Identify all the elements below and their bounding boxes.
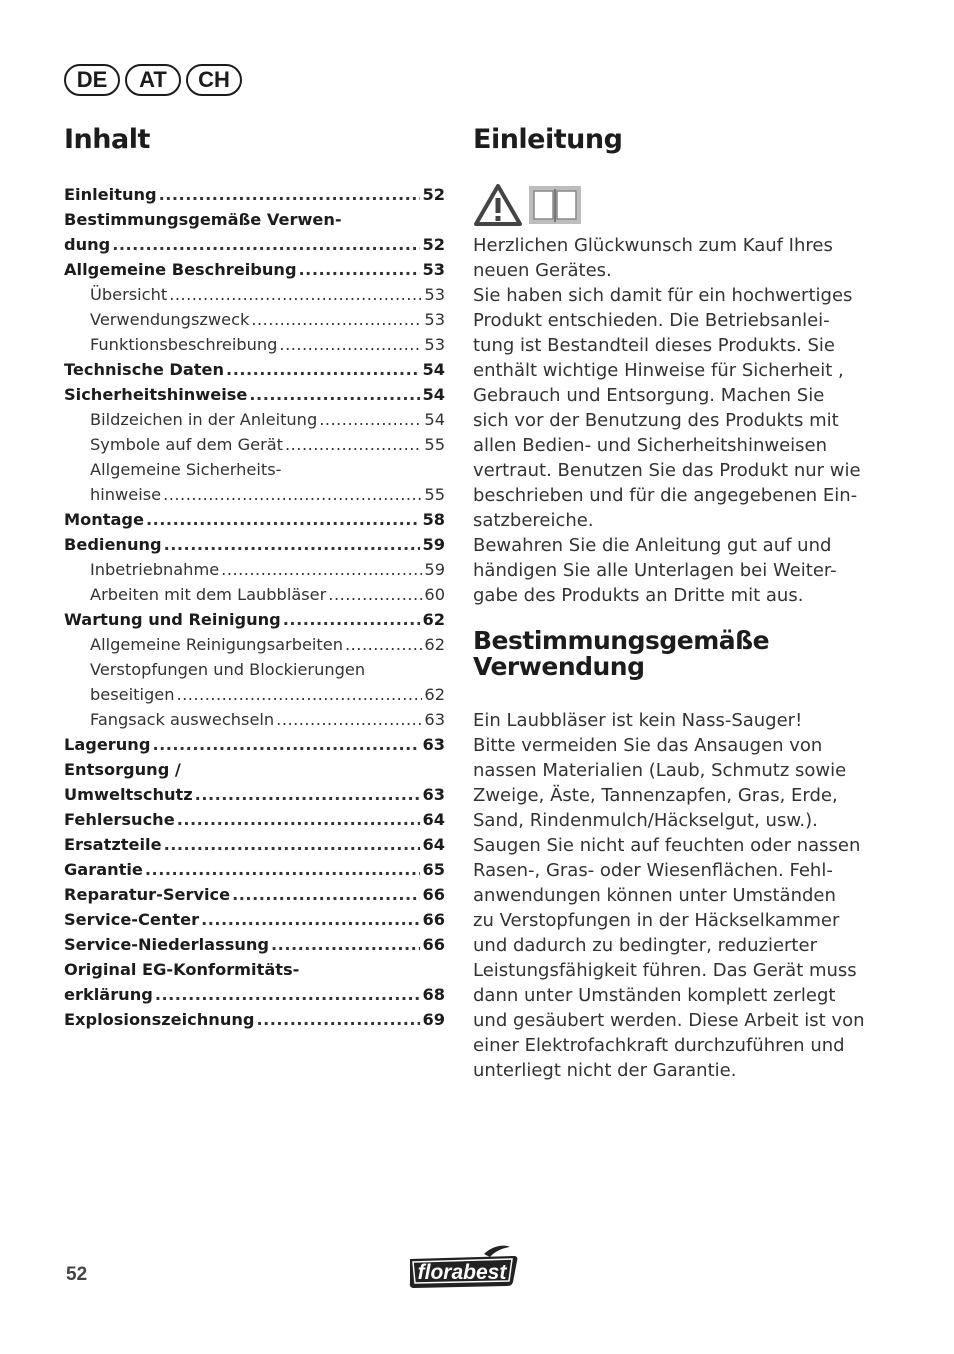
toc-heading: Inhalt: [64, 124, 150, 155]
intro-text: [473, 233, 868, 608]
toc-entry-page: 63: [422, 785, 445, 804]
toc-entry-page: 63: [422, 735, 445, 754]
logo-text: florabest: [417, 1261, 507, 1284]
toc-entry: [64, 457, 445, 482]
toc-leader-dots: [319, 407, 422, 432]
toc-entry-title: erklärung: [64, 985, 153, 1004]
toc-leader-dots: [345, 632, 422, 657]
toc-leader-dots: [251, 307, 422, 332]
toc-leader-dots: [145, 857, 421, 882]
toc-entry-title: Original EG-Konformitäts-: [64, 960, 300, 979]
toc-entry-page: 54: [422, 360, 445, 379]
toc-leader-dots: [271, 932, 420, 957]
toc-entry-title: beseitigen: [90, 685, 175, 704]
toc-entry-page: 53: [424, 310, 445, 329]
toc-leader-dots: [328, 582, 422, 607]
page-number: 52: [66, 1264, 88, 1285]
toc-entry-page: 52: [422, 185, 445, 204]
toc-leader-dots: [232, 882, 420, 907]
text-line: Leistungsfähigkeit führen. Das Gerät muss: [473, 960, 857, 981]
toc-entry-title: Sicherheitshinweise: [64, 385, 248, 404]
toc-leader-dots: [299, 257, 421, 282]
text-line: händigen Sie alle Unterlagen bei Weiter-: [473, 560, 837, 581]
toc-entry-title: Bedienung: [64, 535, 162, 554]
toc-leader-dots: [112, 232, 420, 257]
toc-entry: [64, 657, 445, 682]
toc-entry-title: Service-Center: [64, 910, 200, 929]
toc-entry-title: Fangsack auswechseln: [90, 710, 275, 729]
toc-leader-dots: [146, 507, 420, 532]
country-badge-de: DE: [64, 64, 120, 96]
florabest-logo: [406, 1244, 520, 1290]
text-line: und dadurch zu bedingter, reduzierter: [473, 935, 817, 956]
text-line: unterliegt nicht der Garantie.: [473, 1060, 737, 1081]
intended-use-heading-line2: Verwendung: [473, 652, 645, 681]
toc-entry-page: 54: [422, 385, 445, 404]
toc-entry-title: Verwendungszweck: [90, 310, 250, 329]
text-line: tung ist Bestandteil dieses Produkts. Sie: [473, 335, 836, 356]
intended-use-heading-line1: Bestimmungsgemäße: [473, 626, 770, 655]
text-line: Bitte vermeiden Sie das Ansaugen von: [473, 735, 823, 756]
toc-entry-title: Arbeiten mit dem Laubbläser: [90, 585, 327, 604]
toc-entry: [64, 857, 445, 882]
toc-entry: [64, 582, 445, 607]
table-of-contents: [64, 182, 445, 1032]
toc-leader-dots: [155, 982, 421, 1007]
text-line: gabe des Produkts an Dritte mit aus.: [473, 585, 804, 606]
toc-entry-page: 59: [422, 535, 445, 554]
toc-entry: [64, 307, 445, 332]
toc-entry: [64, 707, 445, 732]
toc-entry: [64, 607, 445, 632]
toc-entry: [64, 957, 445, 982]
toc-leader-dots: [164, 832, 421, 857]
country-badge-ch: CH: [186, 64, 242, 96]
toc-entry-title: Inbetriebnahme: [90, 560, 220, 579]
toc-entry-page: 66: [422, 910, 445, 929]
toc-entry-title: Entsorgung /: [64, 760, 181, 779]
toc-entry: [64, 557, 445, 582]
toc-entry-page: 64: [422, 835, 445, 854]
toc-entry-title: Wartung und Reinigung: [64, 610, 281, 629]
toc-entry-page: 58: [422, 510, 445, 529]
country-badge-at: AT: [125, 64, 181, 96]
toc-entry-page: 55: [424, 485, 445, 504]
toc-entry-title: dung: [64, 235, 111, 254]
toc-entry: [64, 282, 445, 307]
toc-leader-dots: [201, 907, 420, 932]
toc-entry-page: 60: [424, 585, 445, 604]
toc-entry-title: hinweise: [90, 485, 162, 504]
toc-entry-title: Reparatur-Service: [64, 885, 231, 904]
toc-leader-dots: [152, 732, 420, 757]
text-line: dann unter Umständen komplett zerlegt: [473, 985, 836, 1006]
text-line: Gebrauch und Entsorgung. Machen Sie: [473, 385, 825, 406]
toc-entry-title: Fehlersuche: [64, 810, 175, 829]
toc-entry: [64, 907, 445, 932]
text-line: Rasen-, Gras- oder Wiesenflächen. Fehl-: [473, 860, 833, 881]
text-line: vertraut. Benutzen Sie das Produkt nur wie: [473, 460, 861, 481]
toc-leader-dots: [249, 382, 420, 407]
country-badges: [64, 64, 242, 96]
intro-icons: [473, 183, 583, 227]
toc-entry: [64, 882, 445, 907]
toc-entry-title: Bestimmungsgemäße Verwen-: [64, 210, 342, 229]
toc-entry-title: Montage: [64, 510, 144, 529]
toc-entry: [64, 757, 445, 782]
toc-entry-page: 59: [424, 560, 445, 579]
toc-entry-page: 55: [424, 435, 445, 454]
intended-use-text: [473, 708, 868, 1083]
text-line: sich vor der Benutzung des Produkts mit: [473, 410, 839, 431]
text-line: Bewahren Sie die Anleitung gut auf und: [473, 535, 832, 556]
toc-entry-page: 62: [424, 635, 445, 654]
toc-entry-title: Service-Niederlassung: [64, 935, 270, 954]
toc-entry-page: 69: [422, 1010, 445, 1029]
toc-entry-title: Allgemeine Sicherheits-: [90, 460, 282, 479]
toc-entry: [64, 732, 445, 757]
toc-leader-dots: [163, 482, 422, 507]
text-line: Ein Laubbläser ist kein Nass-Sauger!: [473, 710, 803, 731]
toc-entry: [64, 382, 445, 407]
text-line: enthält wichtige Hinweise für Sicherheit ,: [473, 360, 844, 381]
toc-entry-title: Lagerung: [64, 735, 151, 754]
toc-entry-title: Symbole auf dem Gerät: [90, 435, 284, 454]
toc-leader-dots: [164, 532, 421, 557]
toc-leader-dots: [226, 357, 420, 382]
toc-entry-title: Garantie: [64, 860, 143, 879]
toc-entry: [64, 232, 445, 257]
toc-leader-dots: [177, 807, 421, 832]
toc-entry-page: 66: [422, 935, 445, 954]
text-line: Saugen Sie nicht auf feuchten oder nassen: [473, 835, 861, 856]
toc-entry-page: 54: [424, 410, 445, 429]
text-line: und gesäubert werden. Diese Arbeit ist von: [473, 1010, 865, 1031]
toc-entry-page: 62: [422, 610, 445, 629]
toc-entry-page: 66: [422, 885, 445, 904]
toc-entry: [64, 407, 445, 432]
warning-icon: [473, 183, 523, 227]
toc-entry-page: 53: [424, 285, 445, 304]
toc-entry: [64, 632, 445, 657]
toc-entry: [64, 1007, 445, 1032]
toc-entry-page: 53: [422, 260, 445, 279]
toc-entry: [64, 482, 445, 507]
toc-entry-title: Übersicht: [90, 285, 168, 304]
toc-entry-title: Einleitung: [64, 185, 157, 204]
toc-leader-dots: [256, 1007, 420, 1032]
toc-entry-page: 65: [422, 860, 445, 879]
text-line: Zweige, Äste, Tannenzapfen, Gras, Erde,: [473, 785, 838, 806]
toc-entry-title: Verstopfungen und Blockierungen: [90, 660, 366, 679]
toc-leader-dots: [221, 557, 422, 582]
toc-entry-page: 63: [424, 710, 445, 729]
toc-entry-page: 62: [424, 685, 445, 704]
toc-leader-dots: [195, 782, 421, 807]
toc-entry-title: Technische Daten: [64, 360, 225, 379]
toc-entry-page: 64: [422, 810, 445, 829]
manual-book-icon: [527, 183, 583, 227]
toc-entry: [64, 982, 445, 1007]
text-line: einer Elektrofachkraft durchzuführen und: [473, 1035, 845, 1056]
toc-entry: [64, 532, 445, 557]
toc-entry-title: Funktionsbeschreibung: [90, 335, 278, 354]
toc-entry: [64, 207, 445, 232]
text-line: satzbereiche.: [473, 510, 594, 531]
text-line: beschrieben und für die angegebenen Ein-: [473, 485, 858, 506]
text-line: Herzlichen Glückwunsch zum Kauf Ihres: [473, 235, 833, 256]
text-line: Sand, Rindenmulch/Häckselgut, usw.).: [473, 810, 818, 831]
toc-leader-dots: [279, 332, 422, 357]
toc-entry: [64, 932, 445, 957]
toc-leader-dots: [285, 432, 422, 457]
toc-entry-title: Umweltschutz: [64, 785, 193, 804]
toc-entry-page: 52: [422, 235, 445, 254]
intended-use-heading: [473, 628, 868, 680]
text-line: nassen Materialien (Laub, Schmutz sowie: [473, 760, 847, 781]
text-line: anwendungen können unter Umständen: [473, 885, 836, 906]
toc-entry: [64, 682, 445, 707]
text-line: neuen Gerätes.: [473, 260, 612, 281]
toc-leader-dots: [159, 182, 421, 207]
toc-leader-dots: [283, 607, 421, 632]
toc-entry-title: Allgemeine Beschreibung: [64, 260, 297, 279]
toc-entry: [64, 432, 445, 457]
toc-entry: [64, 257, 445, 282]
toc-entry: [64, 182, 445, 207]
toc-entry: [64, 832, 445, 857]
toc-entry-title: Allgemeine Reinigungsarbeiten: [90, 635, 344, 654]
toc-entry: [64, 507, 445, 532]
toc-entry: [64, 807, 445, 832]
text-line: Sie haben sich damit für ein hochwertiges: [473, 285, 853, 306]
toc-leader-dots: [276, 707, 422, 732]
text-line: Produkt entschieden. Die Betriebsanlei-: [473, 310, 830, 331]
toc-entry-page: 68: [422, 985, 445, 1004]
toc-entry-title: Bildzeichen in der Anleitung: [90, 410, 318, 429]
toc-entry-page: 53: [424, 335, 445, 354]
toc-leader-dots: [176, 682, 422, 707]
toc-entry: [64, 357, 445, 382]
toc-entry-title: Ersatzteile: [64, 835, 162, 854]
toc-entry: [64, 782, 445, 807]
text-line: allen Bedien- und Sicherheitshinweisen: [473, 435, 828, 456]
toc-entry-title: Explosionszeichnung: [64, 1010, 255, 1029]
intro-heading: Einleitung: [473, 124, 623, 155]
toc-entry: [64, 332, 445, 357]
toc-leader-dots: [169, 282, 422, 307]
text-line: zu Verstopfungen in der Häckselkammer: [473, 910, 840, 931]
